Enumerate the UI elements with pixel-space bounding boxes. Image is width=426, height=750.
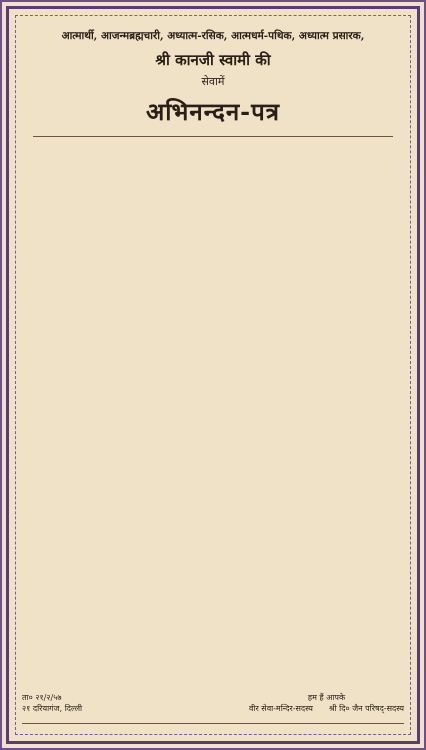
recipient-name: श्री कानजी स्वामी की <box>155 50 271 69</box>
date-label: ता० २१/२/५७ <box>22 692 62 702</box>
place-label: २१ दरियागंज, दिल्ली <box>22 703 83 713</box>
document-title: अभिनन्दन-पत्र <box>145 96 281 126</box>
signature-area <box>22 692 404 714</box>
address-body <box>22 141 404 688</box>
signatory-2: श्री दि० जैन परिषद्-सदस्य <box>328 703 404 713</box>
certificate-content <box>22 20 404 714</box>
printer-imprint-strip <box>22 723 404 738</box>
signatory-1: वीर सेवा-मन्दिर-सदस्य <box>248 703 313 713</box>
title-divider <box>33 136 392 137</box>
salutation: सेवामें <box>201 74 225 88</box>
closing-line: हम हैं आपके <box>307 692 346 702</box>
header-epithets: आत्मार्थी, आजन्मब्रह्मचारी, अध्यात्म-रसिक, आत्मधर्म-पथिक, अध्यात्म प्रसारक, <box>61 30 365 42</box>
